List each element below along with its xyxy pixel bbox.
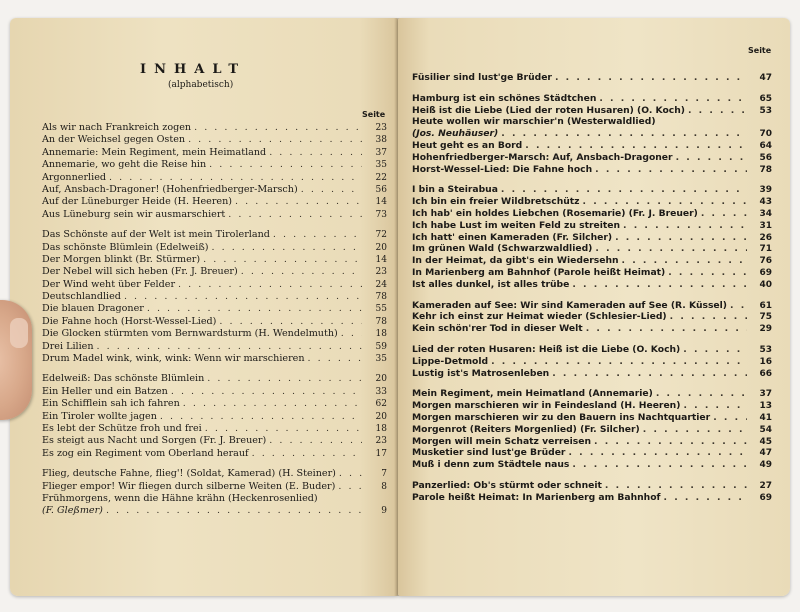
toc-entry <box>412 323 772 335</box>
toc-entry-page: 49 <box>759 460 772 471</box>
toc-entry-title: Füsilier sind lust'ge Brüder <box>412 72 552 83</box>
toc-leader-dots <box>171 386 362 398</box>
toc-entry <box>412 243 772 255</box>
toc-entry-title: Muß i denn zum Städtele naus <box>412 459 570 471</box>
toc-entry <box>412 152 772 164</box>
toc-entry-page: 72 <box>375 230 387 241</box>
toc-entry-page: 34 <box>759 208 772 219</box>
toc-leader-dots <box>525 140 747 152</box>
toc-entry-title: Die blauen Dragoner <box>42 303 144 315</box>
toc-entry-title: Lied der roten Husaren: Heiß ist die Liebe (O. Koch) <box>412 343 681 355</box>
toc-entry <box>412 164 772 176</box>
toc-entry-page: 18 <box>375 329 387 340</box>
toc-leader-dots <box>147 303 362 315</box>
toc-entry <box>412 184 772 196</box>
toc-entry <box>412 356 772 368</box>
toc-entry-title: Hamburg ist ein schönes Städtchen <box>412 92 597 104</box>
toc-entry-title: Kehr ich einst zur Heimat wieder (Schlesier-Lied) <box>412 311 667 323</box>
toc-leader-dots <box>605 480 747 492</box>
toc-entry <box>42 172 387 184</box>
toc-leader-dots <box>572 459 747 471</box>
toc-leader-dots <box>599 93 747 105</box>
toc-leader-dots <box>219 316 362 328</box>
toc-entry-page: 56 <box>759 152 772 163</box>
toc-entry-page: 35 <box>375 160 387 171</box>
toc-entry-page: 16 <box>759 356 772 367</box>
toc-entry-title: Das Schönste auf der Welt ist mein Tirolerland <box>42 229 270 241</box>
toc-leader-dots <box>273 229 362 241</box>
toc-entry <box>412 300 772 312</box>
toc-leader-dots <box>207 373 362 385</box>
toc-entry-page: 56 <box>375 184 387 195</box>
toc-entry-title: Ein Heller und ein Batzen <box>42 385 168 397</box>
toc-entry-title: Morgenrot (Reiters Morgenlied) (Fr. Silcher) <box>412 423 640 435</box>
toc-leader-dots <box>688 105 747 117</box>
toc-leader-dots <box>572 279 747 291</box>
toc-entry-page: 78 <box>375 316 387 327</box>
toc-entry-page: 7 <box>381 469 387 480</box>
toc-entry-title: Auf der Lüneburger Heide (H. Heeren) <box>42 196 233 208</box>
toc-leader-dots <box>209 159 362 171</box>
toc-entry-page: 13 <box>759 401 772 412</box>
toc-entry-page: 18 <box>375 423 387 434</box>
toc-entry-title: Die Glocken stürmten vom Bernwardsturm (H. Wendelmuth) <box>42 328 338 340</box>
toc-entry-page: 75 <box>759 312 772 323</box>
toc-leader-dots <box>730 300 747 312</box>
toc-leader-dots <box>109 172 362 184</box>
toc-entry-page: 65 <box>759 93 772 104</box>
toc-entry-page: 70 <box>759 129 772 140</box>
toc-entry-title: An der Weichsel gegen Osten <box>42 134 186 146</box>
toc-entry-title: Ich bin ein freier Wildbretschütz <box>412 196 580 208</box>
toc-entry-title: Drei Lilien <box>42 340 94 352</box>
toc-leader-dots <box>643 424 747 436</box>
toc-leader-dots <box>623 220 747 232</box>
toc-entry-page: 33 <box>375 386 387 397</box>
toc-entry-page: 53 <box>759 344 772 355</box>
toc-leader-dots <box>205 423 362 435</box>
toc-leader-dots <box>241 266 362 278</box>
toc-entry-title: Es zog ein Regiment vom Oberland herauf <box>42 447 249 459</box>
toc-leader-dots <box>501 128 747 140</box>
toc-leader-dots <box>124 291 362 303</box>
toc-entry-title: Auf, Ansbach-Dragoner! (Hohenfriedberger-Marsch) <box>42 183 298 195</box>
toc-leader-dots <box>491 356 747 368</box>
toc-leader-dots <box>269 435 362 447</box>
toc-entry <box>42 209 387 221</box>
toc-entry-page: 78 <box>759 164 772 175</box>
toc-entry-page: 54 <box>759 424 772 435</box>
toc-entry <box>412 388 772 400</box>
toc-entry <box>412 93 772 105</box>
toc-entry <box>42 353 387 365</box>
toc-leader-dots <box>683 344 747 356</box>
toc-entry-title: Ein Tiroler wollte jagen <box>42 410 157 422</box>
toc-entry <box>42 134 387 146</box>
toc-entry <box>42 196 387 208</box>
toc-entry <box>42 398 387 410</box>
toc-entry <box>412 208 772 220</box>
toc-leader-dots <box>269 147 362 159</box>
toc-entry-title: Lippe-Detmold <box>412 355 489 367</box>
toc-entry-title: Horst-Wessel-Lied: Die Fahne hoch <box>412 163 593 175</box>
toc-entry <box>412 72 772 84</box>
toc-entry-page: 23 <box>375 267 387 278</box>
toc-entry-title: Parole heißt Heimat: In Marienberg am Bahnhof <box>412 491 661 503</box>
toc-entry-page: 55 <box>375 304 387 315</box>
toc-leader-dots <box>583 196 747 208</box>
toc-leader-dots <box>203 254 362 266</box>
toc-entry-page: 43 <box>759 197 772 208</box>
toc-leader-dots <box>622 255 747 267</box>
toc-leader-dots <box>552 368 747 380</box>
toc-entry <box>42 291 387 303</box>
toc-entry-title: Drum Madel wink, wink, wink: Wenn wir marschieren <box>42 353 305 365</box>
toc-entry-page: 24 <box>375 279 387 290</box>
toc-entry <box>42 481 387 493</box>
toc-leader-dots <box>252 448 362 460</box>
toc-entry-page: 73 <box>375 209 387 220</box>
page-column-label: Seite <box>362 110 386 119</box>
toc-entry <box>42 328 387 340</box>
toc-entry-title: Das schönste Blümlein (Edelweiß) <box>42 241 209 253</box>
toc-entry-page: 23 <box>375 123 387 133</box>
toc-leader-dots <box>594 436 747 448</box>
toc-entry <box>42 254 387 266</box>
toc-entry-page: 66 <box>759 368 772 379</box>
toc-entry-title: Edelweiß: Das schönste Blümlein <box>42 373 205 385</box>
toc-entry <box>42 266 387 278</box>
toc-entry <box>412 368 772 380</box>
toc-leader-dots <box>701 208 747 220</box>
toc-entry <box>42 229 387 241</box>
toc-leader-dots <box>106 505 362 517</box>
toc-entry-page: 39 <box>759 185 772 196</box>
toc-entry <box>412 344 772 356</box>
toc-entry <box>42 468 387 480</box>
toc-entry-page: 20 <box>375 374 387 385</box>
toc-entry <box>42 493 387 505</box>
toc-entry <box>42 505 387 517</box>
toc-entry-title: Flieg, deutsche Fahne, flieg'! (Soldat, Kamerad) (H. Steiner) <box>42 468 336 480</box>
toc-leader-dots <box>308 353 362 365</box>
toc-entry-title: Der Morgen blinkt (Br. Stürmer) <box>42 253 201 265</box>
toc-entry-title: In Marienberg am Bahnhof (Parole heißt Heimat) <box>412 266 666 278</box>
toc-entry-title: Es steigt aus Nacht und Sorgen (Fr. J. Breuer) <box>42 435 267 447</box>
toc-entry <box>412 311 772 323</box>
toc-entry-title: (F. Gleßmer) <box>42 505 103 517</box>
toc-entry-page: 59 <box>375 341 387 352</box>
page-title: INHALT <box>140 62 247 77</box>
toc-entry-title: Der Nebel will sich heben (Fr. J. Breuer) <box>42 266 238 278</box>
toc-entry-page: 71 <box>759 244 772 255</box>
toc-entry-page: 23 <box>375 436 387 447</box>
toc-entry-page: 47 <box>759 448 772 459</box>
toc-entry-title: Kameraden auf See: Wir sind Kameraden auf See (R. Küssel) <box>412 299 727 311</box>
toc-entry <box>42 411 387 423</box>
toc-entry-title: Morgen marschieren wir zu den Bauern ins Nachtquartier <box>412 411 711 423</box>
open-book <box>10 18 790 608</box>
toc-entry-title: Ich habe Lust im weiten Feld zu streiten <box>412 219 621 231</box>
toc-entry-title: In der Heimat, da gibt's ein Wiedersehn <box>412 255 619 267</box>
toc-entry <box>42 147 387 159</box>
toc-entry-title: Heute wollen wir marschier'n (Westerwaldlied) <box>412 116 656 128</box>
toc-entry <box>42 159 387 171</box>
toc-entry-page: 29 <box>759 324 772 335</box>
toc-leader-dots <box>228 209 362 221</box>
toc-entry <box>42 184 387 196</box>
toc-entry <box>412 400 772 412</box>
toc-entry <box>412 128 772 140</box>
toc-entry-title: Es lebt der Schütze froh und frei <box>42 422 202 434</box>
toc-entry <box>412 220 772 232</box>
toc-entry <box>412 116 772 128</box>
toc-entry <box>42 122 387 134</box>
toc-leader-dots <box>668 267 747 279</box>
toc-entry <box>42 242 387 254</box>
toc-leader-dots <box>188 134 362 146</box>
toc-entry <box>412 255 772 267</box>
toc-entry <box>412 267 772 279</box>
toc-entry-title: Die Fahne hoch (Horst-Wessel-Lied) <box>42 315 217 327</box>
toc-leader-dots <box>338 481 362 493</box>
toc-entry-title: Morgen marschieren wir in Feindesland (H. Heeren) <box>412 400 681 412</box>
toc-leader-dots <box>713 412 747 424</box>
toc-entry <box>42 316 387 328</box>
toc-leader-dots <box>235 196 362 208</box>
toc-entry-title: Musketier sind lust'ge Brüder <box>412 447 566 459</box>
toc-leader-dots <box>615 232 747 244</box>
toc-entry-page: 22 <box>375 172 387 183</box>
toc-entry <box>42 386 387 398</box>
toc-entry-page: 61 <box>759 300 772 311</box>
toc-entry-page: 31 <box>759 220 772 231</box>
toc-entry-page: 62 <box>375 399 387 410</box>
toc-entry-page: 38 <box>375 135 387 146</box>
toc-entry-title: Ich hatt' einen Kameraden (Fr. Silcher) <box>412 231 613 243</box>
toc-entry-page: 37 <box>375 147 387 158</box>
toc-leader-dots <box>341 328 362 340</box>
toc-leader-dots <box>676 152 747 164</box>
toc-entry <box>412 279 772 291</box>
toc-leader-dots <box>178 279 362 291</box>
toc-entry-page: 76 <box>759 256 772 267</box>
toc-entry-title: Ein Schifflein sah ich fahren <box>42 398 180 410</box>
toc-leader-dots <box>97 341 362 353</box>
toc-entry-title: Deutschlandlied <box>42 291 121 303</box>
toc-leader-dots <box>683 400 747 412</box>
toc-entry <box>42 279 387 291</box>
toc-leader-dots <box>664 492 747 504</box>
toc-entry-page: 41 <box>759 412 772 423</box>
left-page <box>10 18 398 596</box>
toc-entry <box>412 140 772 152</box>
toc-leader-dots <box>501 184 747 196</box>
toc-entry <box>412 424 772 436</box>
toc-entry-page: 47 <box>759 73 772 83</box>
toc-entry-title: Aus Lüneburg sein wir ausmarschiert <box>42 208 226 220</box>
toc-leader-dots <box>595 164 747 176</box>
toc-entry <box>42 373 387 385</box>
toc-leader-dots <box>670 311 747 323</box>
toc-entry <box>412 447 772 459</box>
toc-entry-page: 17 <box>375 448 387 459</box>
toc-entry-page: 78 <box>375 292 387 303</box>
toc-entry <box>412 232 772 244</box>
toc-entry-title: Der Wind weht über Felder <box>42 278 176 290</box>
toc-entry <box>42 341 387 353</box>
toc-list-left <box>42 122 387 518</box>
toc-entry-page: 14 <box>375 197 387 208</box>
toc-entry-title: Ist alles dunkel, ist alles trübe <box>412 278 570 290</box>
toc-entry-page: 14 <box>375 254 387 265</box>
toc-entry-page: 20 <box>375 411 387 422</box>
toc-leader-dots <box>160 411 362 423</box>
toc-entry-title: Argonnerlied <box>42 171 107 183</box>
toc-entry <box>412 492 772 504</box>
toc-entry-page: 37 <box>759 389 772 400</box>
toc-entry <box>42 303 387 315</box>
toc-entry <box>412 436 772 448</box>
toc-leader-dots <box>301 184 362 196</box>
toc-entry <box>412 412 772 424</box>
toc-entry-title: Ich hab' ein holdes Liebchen (Rosemarie) (Fr. J. Breuer) <box>412 207 698 219</box>
toc-entry-page: 8 <box>381 481 387 492</box>
toc-leader-dots <box>586 323 747 335</box>
toc-entry-page: 45 <box>759 436 772 447</box>
toc-entry-page: 20 <box>375 242 387 253</box>
toc-leader-dots <box>339 468 362 480</box>
toc-entry-title: Frühmorgens, wenn die Hähne krähn (Heckenrosenlied) <box>42 492 318 504</box>
toc-entry-title: Als wir nach Frankreich zogen <box>42 122 192 133</box>
toc-entry-title: Lustig ist's Matrosenleben <box>412 367 550 379</box>
toc-entry-title: Flieger empor! Wir fliegen durch silberne Weiten (E. Buder) <box>42 480 336 492</box>
toc-entry-page: 53 <box>759 105 772 116</box>
toc-leader-dots <box>595 243 747 255</box>
thumbnail-nail <box>10 318 28 348</box>
toc-entry <box>412 480 772 492</box>
toc-entry-page: 69 <box>759 492 772 503</box>
toc-entry-page: 27 <box>759 480 772 491</box>
toc-entry-title: (Jos. Neuhäuser) <box>412 128 499 140</box>
toc-entry-page: 35 <box>375 354 387 365</box>
toc-entry-page: 9 <box>381 506 387 517</box>
toc-leader-dots <box>656 388 747 400</box>
page-column-label: Seite <box>748 46 772 55</box>
toc-entry-title: Annemarie, wo geht die Reise hin <box>42 159 207 171</box>
toc-entry <box>42 435 387 447</box>
toc-leader-dots <box>555 72 747 84</box>
toc-entry-title: Annemarie: Mein Regiment, mein Heimatland <box>42 146 267 158</box>
toc-entry-title: Panzerlied: Ob's stürmt oder schneit <box>412 479 602 491</box>
toc-entry <box>412 196 772 208</box>
toc-entry-page: 26 <box>759 232 772 243</box>
toc-entry <box>412 105 772 117</box>
toc-entry-title: Mein Regiment, mein Heimatland (Annemarie) <box>412 388 653 400</box>
toc-entry-title: Hohenfriedberger-Marsch: Auf, Ansbach-Dragoner <box>412 151 673 163</box>
toc-entry-page: 40 <box>759 279 772 290</box>
toc-entry-title: Heut geht es an Bord <box>412 139 523 151</box>
toc-entry-title: Kein schön'rer Tod in dieser Welt <box>412 323 583 335</box>
toc-entry-title: Heiß ist die Liebe (Lied der roten Husaren) (O. Koch) <box>412 104 685 116</box>
toc-entry-title: Im grünen Wald (Schwarzwaldlied) <box>412 243 593 255</box>
toc-leader-dots <box>212 242 363 254</box>
toc-leader-dots <box>568 447 747 459</box>
toc-entry-page: 64 <box>759 140 772 151</box>
toc-leader-dots <box>183 398 362 410</box>
toc-leader-dots <box>194 122 362 134</box>
toc-entry-page: 69 <box>759 267 772 278</box>
toc-entry-title: I bin a Steirabua <box>412 184 498 196</box>
toc-entry <box>42 448 387 460</box>
page-subtitle: (alphabetisch) <box>168 80 234 90</box>
toc-entry <box>412 459 772 471</box>
toc-list-right <box>412 72 772 504</box>
toc-entry <box>42 423 387 435</box>
toc-entry-title: Morgen will mein Schatz verreisen <box>412 435 592 447</box>
right-page <box>398 18 790 596</box>
